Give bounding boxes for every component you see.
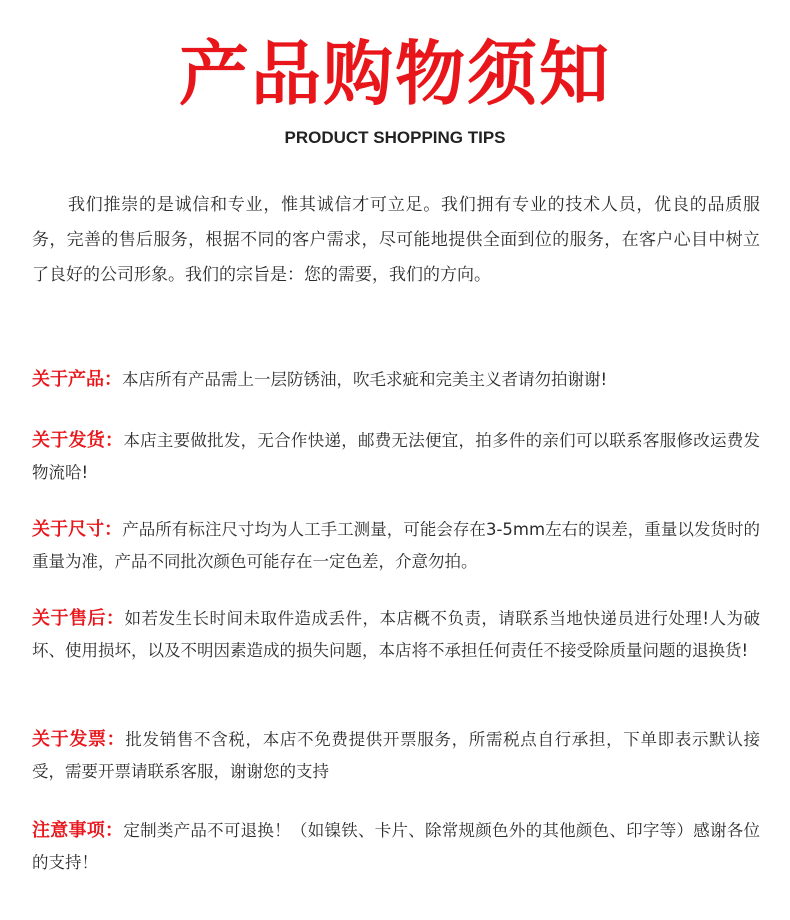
section-label: 关于发货： (32, 430, 124, 451)
section-after-sales (32, 603, 760, 667)
section-size (32, 514, 760, 578)
section-notes (32, 815, 760, 879)
section-text: 本店所有产品需上一层防锈油，吹毛求疵和完美主义者请勿拍谢谢! (122, 370, 608, 389)
page-title: 产品购物须知 (179, 33, 611, 115)
section-label: 关于尺寸： (32, 519, 123, 540)
section-text: 如若发生长时间未取件造成丢件，本店概不负责，请联系当地快递员进行处理!人为破坏、使用损坏，以及不明因素造成的损失问题，本店将不承担任何责任不接受除质量问题的退换货! (32, 609, 761, 660)
section-text: 产品所有标注尺寸均为人工手工测量，可能会存在3-5mm左右的误差，重量以发货时的重量为准，产品不同批次颜色可能存在一定色差，介意勿拍。 (32, 520, 760, 571)
section-text: 本店主要做批发，无合作快递，邮费无法便宜，拍多件的亲们可以联系客服修改运费发物流哈! (32, 431, 761, 482)
page-subtitle: PRODUCT SHOPPING TIPS (284, 128, 506, 147)
section-text: 定制类产品不可退换！（如镍铁、卡片、除常规颜色外的其他颜色、印字等）感谢各位的支持！ (32, 821, 761, 872)
section-label: 注意事项： (32, 820, 124, 841)
section-invoice (32, 724, 760, 788)
section-shipping (32, 425, 760, 489)
section-label: 关于产品： (32, 369, 122, 390)
section-label: 关于发票： (32, 729, 126, 750)
section-label: 关于售后： (32, 608, 125, 629)
section-text: 批发销售不含税，本店不免费提供开票服务，所需税点自行承担，下单即表示默认接受，需要开票请联系客服，谢谢您的支持 (32, 730, 761, 781)
intro-paragraph: 我们推崇的是诚信和专业，惟其诚信才可立足。我们拥有专业的技术人员，优良的品质服务，完善的售后服务，根据不同的客户需求，尽可能地提供全面到位的服务，在客户心目中树立了良好的公司形象。我们的宗旨是：您的需要，我们的方向。 (32, 195, 760, 285)
section-product (32, 364, 760, 396)
